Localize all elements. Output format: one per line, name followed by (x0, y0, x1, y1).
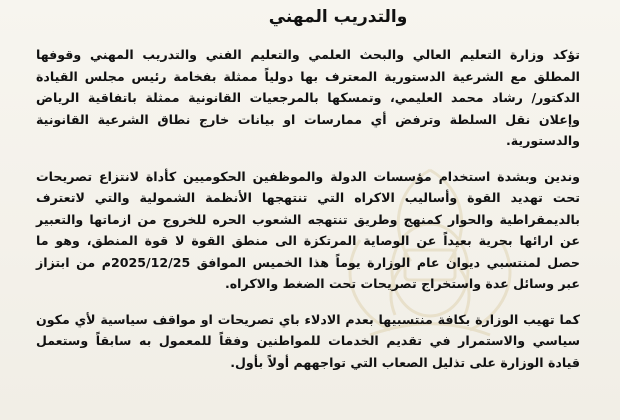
paragraph-3: كما تهيب الوزارة بكافة منتسبيها بعدم الادلاء باي تصريحات او مواقف سياسية لأي مكون سياسي والاستمرار في تقديم الخدمات للمواطنين وفقاً للمعمول به سابقاً وستعمل قيادة الوزارة على تذليل الصعاب التي تواجههم أولاً بأول. (36, 311, 580, 370)
document-body (36, 6, 580, 387)
paragraph-1: تؤكد وزارة التعليم العالي والبحث العلمي والتعليم الفني والتدريب المهني وقوفها المطلق مع الشرعية الدستورية المعترف بها دولياً ممثلة بفخامة رئيس مجلس القيادة الدكتور/ رشاد محمد العليمي، وتمسكها بالمرجعيات القانونية ممثلة باتفاقية الرياض وإعلان نقل السلطة وترفض أي ممارسات او بيانات خارج نطاق الشرعية القانونية والدستورية. (36, 47, 580, 148)
document-heading: والتدريب المهني (268, 7, 408, 27)
paragraph-2: وندين وبشدة استخدام مؤسسات الدولة والموظفين الحكوميين كأداة لانتزاع تصريحات تحت تهديد القوة وأساليب الاكراه التي تنتهجها الأنظمة الشمولية والتي لاتعترف بالديمقراطية والحوار كمنهج وطريق تنتهجه الشعوب الحره للخروج من ازماتها والتعبير عن ارائها بحرية بعيداً عن الوصاية المرتكزة الى منطق القوة لا قوة المنطق، وهو ما حصل لمنتسبي ديوان عام الوزارة يوماً هذا الخميس الموافق 2025/12/25م من ابتزاز عبر وسائل عدة واستخراج تصريحات تحت الضغط والاكراه. (36, 168, 580, 291)
